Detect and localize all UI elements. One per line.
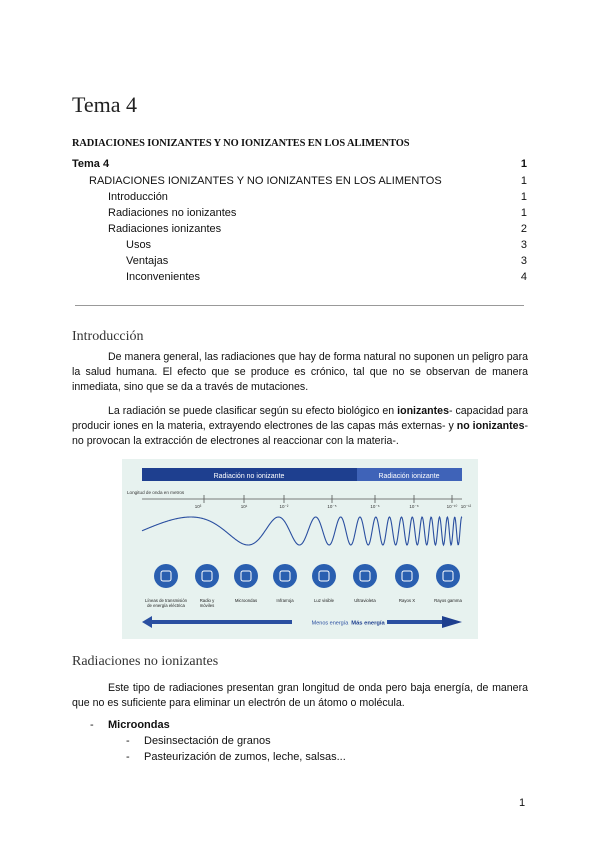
list-item: Desinsectación de granos: [144, 735, 271, 747]
energy-label-more: Más energía: [351, 620, 385, 627]
toc-entry-label: Usos: [126, 239, 152, 251]
toc-entry-page: 1: [520, 158, 527, 170]
toc-entry[interactable]: [72, 175, 527, 189]
toc-entry-page: 3: [520, 255, 527, 267]
intro-paragraph-1-text: De manera general, las radiaciones que hay de forma natural no suponen un peligro para la salud humana. El efecto que se produce es crónico, tal que no se observan de manera inmediata, sino que se da a través de mutaciones.: [72, 351, 528, 393]
tick-label: 10⁻⁸: [409, 504, 419, 509]
power-tower-icon: [154, 564, 178, 588]
toc-entry-page: 3: [520, 239, 527, 251]
toc-entry-label: Inconvenientes: [126, 271, 200, 283]
page-number: 1: [519, 797, 526, 809]
energy-arrow-left-head: [142, 616, 152, 628]
list-item: Pasteurización de zumos, leche, salsas...: [144, 751, 346, 763]
toc-entry[interactable]: [72, 158, 527, 172]
source-label: Ultravioleta: [354, 598, 376, 603]
tick-label: 10⁻¹⁰: [446, 504, 458, 509]
toc-entry[interactable]: [72, 239, 527, 253]
energy-label-less: Menos energía: [311, 620, 349, 627]
phone-icon: [195, 564, 219, 588]
radiation-icon: [436, 564, 460, 588]
list-title-microondas: Microondas: [108, 719, 170, 731]
source-label: Luz visible: [313, 598, 335, 603]
tick-label: 10³: [194, 504, 202, 509]
band-non-ionizing-label: Radiación no ionizante: [213, 473, 285, 480]
section-divider: [75, 305, 524, 306]
toc-entry[interactable]: [72, 223, 527, 237]
no-ionizantes-paragraph: [72, 681, 528, 711]
toc-entry[interactable]: [72, 271, 527, 285]
spectrum-figure: [122, 459, 478, 639]
tick-label: 10⁻⁶: [370, 504, 380, 509]
document-subtitle: RADIACIONES IONIZANTES Y NO IONIZANTES EN LOS ALIMENTOS: [72, 138, 410, 149]
toc-entry-page: 2: [520, 223, 527, 235]
toc-entry-label: Radiaciones no ionizantes: [108, 207, 237, 219]
microwave-icon: [234, 564, 258, 588]
term-ionizantes: ionizantes: [397, 405, 449, 417]
source-icons: [145, 564, 462, 608]
intro-paragraph-2: [72, 404, 528, 449]
wave-line: [142, 517, 462, 545]
document-title: Tema 4: [72, 92, 138, 117]
band-ionizing-label: Radiación ionizante: [378, 473, 440, 480]
toc-entry-label: RADIACIONES IONIZANTES Y NO IONIZANTES EN LOS ALIMENTOS: [89, 175, 442, 187]
term-no-ionizantes: no ionizantes: [456, 420, 525, 432]
toc-entry-label: Introducción: [108, 191, 168, 203]
axis-label: Longitud de onda en metros: [127, 490, 185, 495]
text-run: - no provocan la extracción de electrones al reaccionar con la materia-.: [72, 420, 529, 447]
energy-arrow-right-head: [442, 616, 462, 628]
toc-entry-page: 1: [520, 175, 527, 187]
intro-paragraph-1: [72, 350, 528, 395]
toc-entry-label: Radiaciones ionizantes: [108, 223, 222, 235]
spectrum-figure-svg: [122, 459, 478, 639]
tick-label: 10⁻⁵: [327, 504, 337, 509]
bullet-dash: -: [90, 719, 94, 731]
source-label: Radio y móviles: [199, 598, 215, 608]
source-label: Líneas de transmisión de energía eléctrica: [144, 598, 188, 608]
toc-entry-label: Ventajas: [126, 255, 169, 267]
no-ionizantes-paragraph-text: Este tipo de radiaciones presentan gran longitud de onda pero baja energía, de manera que no es suficiente para eliminar un electrón de un átomo o molécula.: [72, 682, 528, 709]
bulb-icon: [312, 564, 336, 588]
toc-entry-page: 1: [520, 207, 527, 219]
bullet-dash: -: [126, 751, 130, 763]
tick-label: 10¹: [240, 504, 248, 509]
xray-icon: [395, 564, 419, 588]
toc-entry[interactable]: [72, 207, 527, 221]
sun-icon: [353, 564, 377, 588]
source-label: Rayos X: [398, 598, 416, 603]
toc-entry-page: 4: [520, 271, 527, 283]
toc-entry[interactable]: [72, 191, 527, 205]
bullet-dash: -: [126, 735, 130, 747]
source-label: Microondas: [234, 598, 258, 603]
source-label: Rayos gamma: [434, 598, 462, 603]
text-run: - capacidad para producir iones en la materia, extrayendo electrones de las capas más externas- y: [72, 405, 528, 432]
tick-label: 10⁻²: [279, 504, 289, 509]
section-heading-no-ionizantes: Radiaciones no ionizantes: [72, 654, 219, 669]
heat-icon: [273, 564, 297, 588]
section-heading-introduccion: Introducción: [72, 329, 144, 344]
source-label: Infrarroja: [276, 598, 294, 603]
toc-entry[interactable]: [72, 255, 527, 269]
tick-label: 10⁻¹²: [460, 504, 472, 509]
toc-entry-label: Tema 4: [72, 158, 110, 170]
toc-entry-page: 1: [520, 191, 527, 203]
text-run: La radiación se puede clasificar según su efecto biológico en: [108, 405, 398, 417]
